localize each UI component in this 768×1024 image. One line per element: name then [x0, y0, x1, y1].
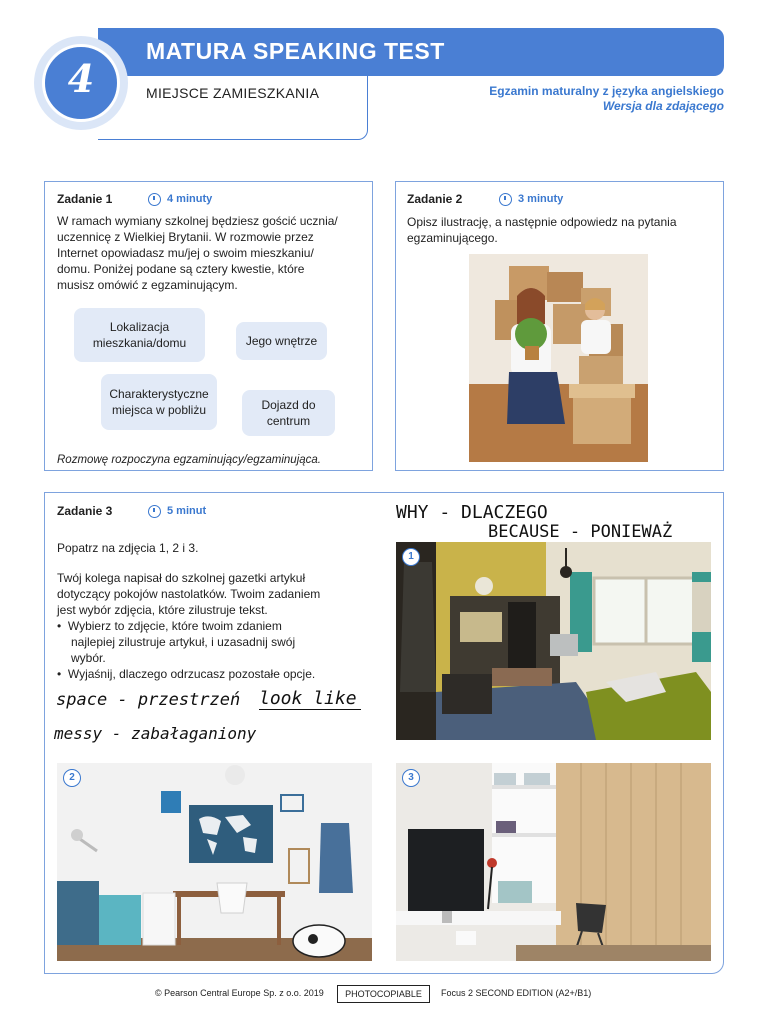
task2-time: 3 minuty	[518, 193, 564, 205]
page-title: MATURA SPEAKING TEST	[146, 38, 445, 64]
task3-bullet-1: • Wybierz to zdjęcie, które twoim zdaniem najlepiej zilustruje artykuł, i uzasadnij swój wybór.	[57, 619, 296, 665]
clock-icon	[148, 193, 161, 206]
task3-title: Zadanie 3	[57, 504, 113, 518]
footer-copyright: © Pearson Central Europe Sp. z o.o. 2019	[155, 988, 324, 998]
task3-intro: Popatrz na zdjęcia 1, 2 i 3.	[57, 541, 199, 555]
task1-time: 4 minuty	[167, 193, 213, 205]
task1-title: Zadanie 1	[57, 192, 113, 206]
topic-location: Lokalizacja mieszkania/domu	[74, 308, 205, 362]
footer-photocopiable: PHOTOCOPIABLE	[337, 985, 430, 1003]
handwriting-why: WHY - DLACZEGO	[396, 502, 548, 523]
task2-title: Zadanie 2	[407, 192, 463, 206]
clock-icon	[148, 505, 161, 518]
task3-time: 5 minut	[167, 505, 207, 517]
version-line: Wersja dla zdającego	[602, 99, 724, 113]
photo-number-2: 2	[63, 769, 81, 787]
handwriting-because: BECAUSE - PONIEWAŻ	[488, 522, 673, 542]
unit-number: 4	[67, 56, 95, 101]
topic-commute: Dojazd do centrum	[242, 390, 335, 436]
task1-note: Rozmowę rozpoczyna egzaminujący/egzaminująca.	[57, 454, 321, 466]
minimal-room-photo	[396, 763, 711, 961]
handwriting-space: space - przestrzeń	[56, 690, 241, 710]
exam-line: Egzamin maturalny z języka angielskiego	[489, 84, 724, 98]
task1-text: W ramach wymiany szkolnej będziesz gościć ucznia/ uczennicę z Wielkiej Brytanii. W rozmowie przez Internet opowiadasz mu/jej o swoim mieszkaniu/ domu. Poniżej podane są cztery kwestie, które musisz omówić z egzaminującym.	[57, 214, 338, 292]
photo-number-1: 1	[402, 548, 420, 566]
moving-boxes-photo	[469, 254, 648, 462]
topic-nearby-places: Charakterystyczne miejsca w pobliżu	[101, 374, 217, 430]
photo-number-3: 3	[402, 769, 420, 787]
footer-edition: Focus 2 SECOND EDITION (A2+/B1)	[441, 988, 592, 998]
tidy-room-photo	[57, 763, 372, 961]
handwriting-look-like: look like	[259, 688, 361, 710]
task2-text: Opisz ilustrację, a następnie odpowiedz na pytania egzaminującego.	[407, 215, 677, 245]
clock-icon	[499, 193, 512, 206]
messy-room-photo	[396, 542, 711, 740]
task3-text: Twój kolega napisał do szkolnej gazetki artykuł dotyczący pokojów nastolatków. Twoim zadaniem jest wybór zdjęcia, które zilustruje tekst.	[57, 571, 321, 617]
handwriting-messy: messy - zabałaganiony	[54, 724, 257, 743]
page-subtitle: MIEJSCE ZAMIESZKANIA	[146, 85, 320, 101]
task3-bullet-2: • Wyjaśnij, dlaczego odrzucasz pozostałe opcje.	[57, 667, 316, 681]
topic-interior: Jego wnętrze	[236, 322, 327, 360]
